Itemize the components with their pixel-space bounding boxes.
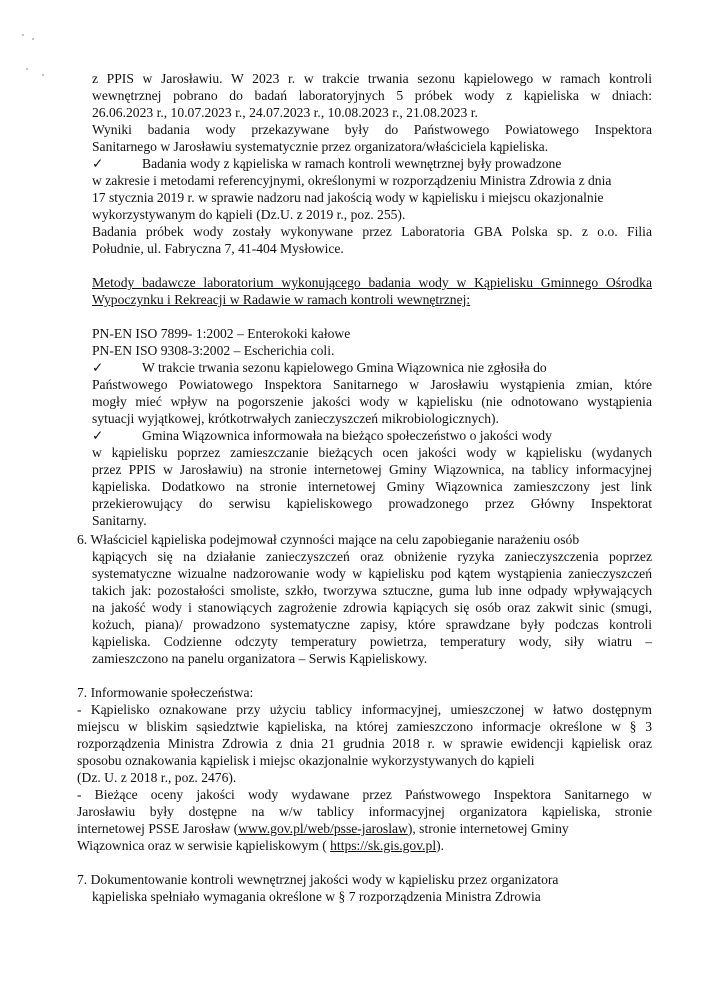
section-heading: 7. Informowanie społeczeństwa: [77,685,254,700]
text-line: Badania próbek wody zostały wykonywane przez Laboratoria GBA Polska sp. z o.o. Filia [92,224,652,239]
text-line: z PPIS w Jarosławiu. W 2023 r. w trakcie trwania sezonu kąpielowego w ramach kontroli [92,71,652,86]
text-fragment: ). [436,838,445,853]
text-line: (Dz. U. z 2018 r., poz. 2476). [77,770,237,785]
text-line: takich jak: pozostałości smoliste, szkło, tworzywa sztuczne, guma lub inne odpady wpływających [92,583,652,598]
checkmark-icon: ✓ [92,428,104,443]
text-line: kąpieliska. Codzienne odczyty temperatury powietrza, temperatury wody, siły wiatru – [92,634,652,649]
text-line: w zakresie i metodami referencyjnymi, określonymi w rozporządzeniu Ministra Zdrowia z dnia [92,173,612,188]
text-fragment: Wiązownica oraz w serwisie kąpieliskowym ( [77,838,331,853]
text-line: W trakcie trwania sezonu kąpielowego Gmina Wiązownica nie zgłosiła do [142,360,547,375]
method-item: PN-EN ISO 9308-3:2002 – Escherichia coli. [92,343,335,358]
text-line: wykorzystywanym do kąpieli (Dz.U. z 2019 r., poz. 255). [92,207,406,222]
text-line: Badania wody z kąpieliska w ramach kontroli wewnętrznej były prowadzone [142,156,562,171]
text-line: przekierowujący do serwisu kąpieliskowego prowadzonego przez Główny Inspektorat [92,496,652,511]
text-line: Gmina Wiązownica informowała na bieżąco społeczeństwo o jakości wody [142,428,552,443]
text-line: Sanitarnego w Jarosławiu systematycznie przez organizatora/właściciela kąpieliska. [92,139,549,154]
text-line: systematyczne wizualne nadzorowanie wody w kąpielisku pod kątem wystąpienia zanieczyszczeń [92,566,652,581]
checklist-item [92,156,652,172]
text-line: kożuch, piana)/ prowadzono systematyczne zapisy, które sprawdzane były podczas kontroli [92,617,652,632]
text-line: przez PPIS w Jarosławiu) na stronie internetowej Gminy Wiązownica, na tablicy informacyjnej [92,462,652,477]
section-6-line: 6. Właściciel kąpieliska podejmował czynności mające na celu zapobieganie narażeniu osób [77,532,580,547]
text-line: Państwowego Powiatowego Inspektora Sanitarnego w Jarosławiu wystąpienia zmian, które [92,377,652,392]
checkmark-icon: ✓ [92,156,104,171]
text-line: zamieszczono na panelu organizatora – Serwis Kąpieliskowy. [92,651,428,666]
text-line: Sanitarny. [92,513,147,528]
text-line [77,821,637,837]
text-fragment: ), stronie internetowej Gminy [407,821,569,836]
text-line: wewnętrznej pobrano do badań laboratoryjnych 5 próbek wody z kąpieliska w dniach: [92,88,652,103]
text-line: kąpieliska. Dodatkowo na stronie internetowej Gminy Wiązownica zamieszczony jest link [92,479,652,494]
checklist-item [92,360,652,376]
text-line: rozporządzenia Ministra Zdrowia z dnia 21 grudnia 2018 r. w sprawie ewidencji kąpielisk oraz [77,736,652,751]
text-line: mogły mieć wpływ na pogorszenie jakości wody w kąpielisku (nie odnotowano wystąpienia [92,394,652,409]
text-line: kąpieliska spełniało wymagania określone w § 7 rozporządzenia Ministra Zdrowia [92,889,541,904]
scan-artifacts [20,30,60,80]
checklist-item [92,428,652,444]
section-heading: 7. Dokumentowanie kontroli wewnętrznej jakości wody w kąpielisku przez organizatora [77,872,559,887]
text-line: - Bieżące oceny jakości wody wydawane przez Państwowego Inspektora Sanitarnego w [77,787,652,802]
method-item: PN-EN ISO 7899- 1:2002 – Enterokoki kałowe [92,326,351,341]
text-line: na jakość wody i stanowiących zagrożenie zdrowia kąpiących się osób oraz zakwit sinic (smugi, [92,600,652,615]
text-line [77,838,637,854]
text-line: Wyniki badania wody przekazywane były do Państwowego Powiatowego Inspektora [92,122,652,137]
text-line: kąpiących się na działanie zanieczyszczeń oraz obniżenie ryzyka zanieczyszczenia poprzez [92,549,652,564]
text-line: sytuacji wyjątkowej, krótkotrwałych zanieczyszczeń mikrobiologicznych). [92,411,499,426]
text-line: w kąpielisku poprzez zamieszczanie bieżących ocen jakości wody w kąpielisku (wydanych [92,445,652,460]
text-line: Południe, ul. Fabryczna 7, 41-404 Mysłowice. [92,241,344,256]
text-fragment: internetowej PSSE Jarosław ( [77,821,239,836]
text-line: Jarosławiu były dostępne na w/w tablicy informacyjnej organizatora kąpieliska, stronie [77,804,652,819]
psse-link[interactable]: www.gov.pl/web/psse-jaroslaw [238,821,408,836]
text-line: 26.06.2023 r., 10.07.2023 r., 24.07.2023 r., 10.08.2023 r., 21.08.2023 r. [92,105,478,120]
text-line: - Kąpielisko oznakowane przy użyciu tablicy informacyjnej, umieszczonej w łatwo dostępnym [77,702,652,717]
section-heading: Metody badawcze laboratorium wykonującego badania wody w Kąpielisku Gminnego Ośrodka [92,275,652,290]
sk-gis-link[interactable]: https://sk.gis.gov.pl [330,838,437,853]
checkmark-icon: ✓ [92,360,104,375]
text-line: miejscu w bliskim sąsiedztwie kąpieliska, na której zamieszczono informacje określone w § 3 [77,719,652,734]
text-line: sposobu oznakowania kąpielisk i miejsc okazjonalnie wykorzystywanych do kąpieli [77,753,535,768]
section-heading: Wypoczynku i Rekreacji w Radawie w ramach kontroli wewnętrznej: [92,292,471,307]
text-line: 17 stycznia 2019 r. w sprawie nadzoru nad jakością wody w kąpielisku i miejscu okazjonalnie [92,190,604,205]
